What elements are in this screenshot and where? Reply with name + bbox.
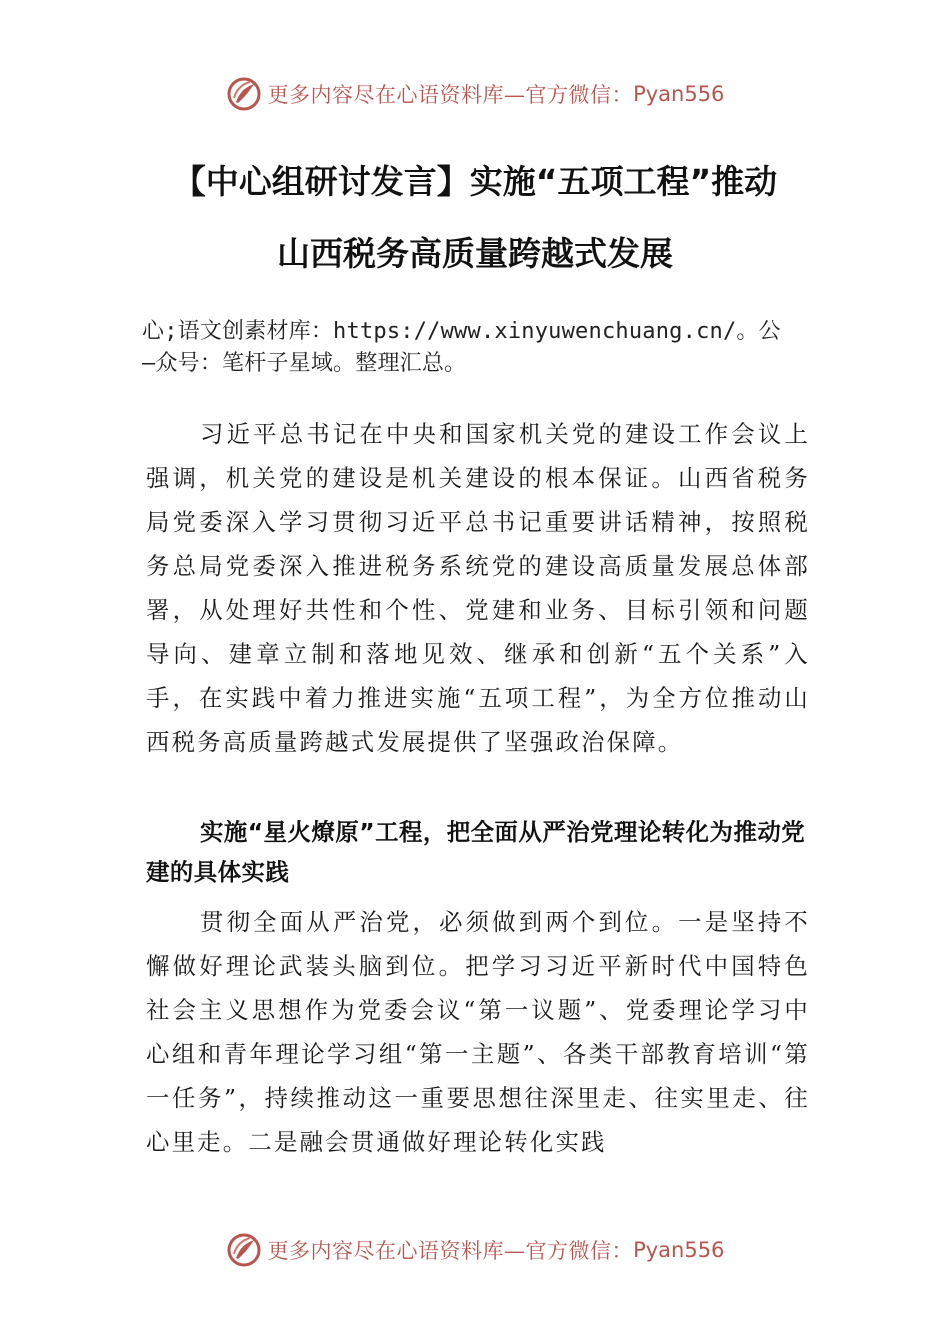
- watermark-text: 更多内容尽在心语资料库—官方微信：: [267, 1239, 634, 1263]
- body-paragraph-1: 习近平总书记在中央和国家机关党的建设工作会议上强调，机关党的建设是机关建设的根本保证。山西省税务局党委深入学习贯彻习近平总书记重要讲话精神，按照税务总局党委深入推进税务系统党的建设高质量发展总体部署，从处理好共性和个性、党建和业务、目标引领和问题导向、建章立制和落地见效、继承和创新“五个关系”入手，在实践中着力推进实施“五项工程”，为全方位推动山西税务高质量跨越式发展提供了坚强政治保障。: [146, 420, 810, 756]
- flame-pen-logo-icon: [226, 76, 262, 112]
- watermark-text: 更多内容尽在心语资料库—官方微信：: [267, 83, 634, 107]
- document-title-line-1: 【中心组研讨发言】实施“五项工程”推动: [172, 162, 778, 201]
- header-watermark: [0, 72, 950, 116]
- footer-watermark: [0, 1228, 950, 1272]
- document-title-line-2: 山西税务高质量跨越式发展: [277, 234, 673, 273]
- source-line-1: 心;语文创素材库：https://www.xinyuwenchuang.cn/。公: [142, 319, 781, 344]
- watermark-account: Pyan556: [633, 1238, 725, 1262]
- source-line-2: —众号：笔杆子星域。整理汇总。: [142, 351, 467, 376]
- flame-pen-logo-icon: [226, 1232, 262, 1268]
- watermark-account: Pyan556: [633, 82, 725, 106]
- section-heading-1: 实施“星火燎原”工程，把全面从严治党理论转化为推动党建的具体实践: [146, 818, 806, 886]
- body-paragraph-2: 贯彻全面从严治党，必须做到两个到位。一是坚持不懈做好理论武装头脑到位。把学习习近平新时代中国特色社会主义思想作为党委会议“第一议题”、党委理论学习中心组和青年理论学习组“第一主题”、各类干部教育培训“第一任务”，持续推动这一重要思想往深里走、往实里走、往心里走。二是融会贯通做好理论转化实践: [146, 908, 810, 1156]
